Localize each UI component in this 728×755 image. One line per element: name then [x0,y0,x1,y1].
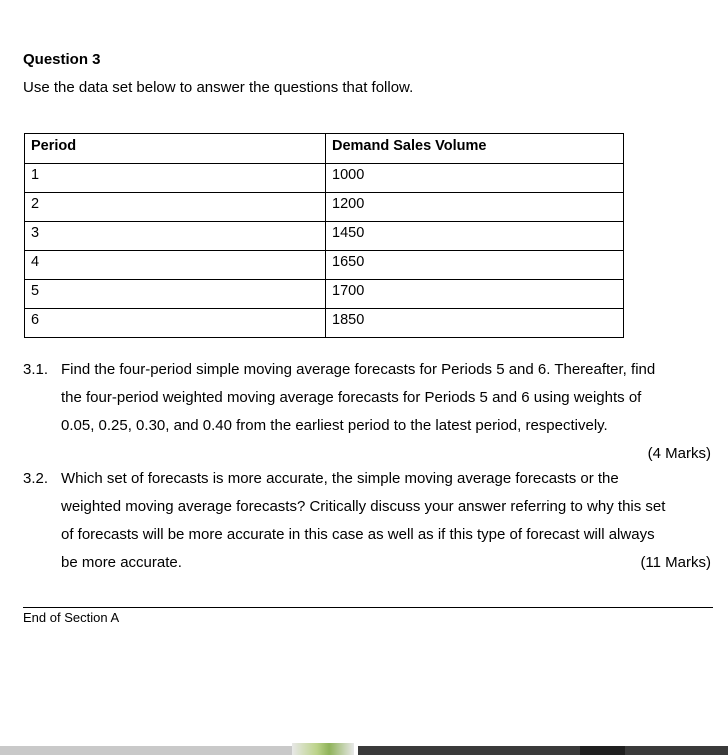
item-line: the four-period weighted moving average forecasts for Periods 5 and 6 using weights of [61,389,642,406]
item-line: be more accurate. [61,554,182,571]
taskbar-segment [580,746,625,755]
item-number: 3.2. [23,470,49,487]
question-item-3-1 [23,356,711,468]
table-row [25,280,624,309]
header-period: Period [25,134,326,164]
item-line: weighted moving average forecasts? Critically discuss your answer referring to why this set [61,498,666,515]
item-body [61,356,711,468]
cell-period: 4 [25,251,326,280]
item-line: Find the four-period simple moving average forecasts for Periods 5 and 6. Thereafter, find [61,361,656,378]
table-row [25,222,624,251]
item-marks: (11 Marks) [640,554,711,571]
item-line: of forecasts will be more accurate in this case as well as if this type of forecast will always [61,526,655,543]
data-table [24,133,624,338]
cell-demand: 1450 [326,222,624,251]
header-demand: Demand Sales Volume [326,134,624,164]
item-last-line [61,549,711,577]
cell-period: 1 [25,164,326,193]
section-divider [23,607,713,608]
table-row [25,251,624,280]
end-of-section-note: End of Section A [23,610,120,625]
table-row [25,164,624,193]
question-intro: Use the data set below to answer the questions that follow. [23,79,414,96]
table-row [25,193,624,222]
cell-period: 5 [25,280,326,309]
item-body [61,465,711,577]
cell-demand: 1850 [326,309,624,338]
cell-period: 2 [25,193,326,222]
table-row [25,309,624,338]
cell-demand: 1700 [326,280,624,309]
cell-demand: 1650 [326,251,624,280]
item-number: 3.1. [23,361,49,378]
item-line: Which set of forecasts is more accurate, the simple moving average forecasts or the [61,470,619,487]
table-header-row [25,134,624,164]
item-marks: (4 Marks) [647,445,711,462]
taskbar-strip [0,743,728,755]
item-line: 0.05, 0.25, 0.30, and 0.40 from the earliest period to the latest period, respectively. [61,417,608,434]
taskbar-thumbnail-icon[interactable] [292,743,354,755]
cell-period: 3 [25,222,326,251]
cell-period: 6 [25,309,326,338]
taskbar-segment [0,746,310,755]
taskbar-segment [358,746,728,755]
question-title: Question 3 [23,51,101,68]
cell-demand: 1200 [326,193,624,222]
cell-demand: 1000 [326,164,624,193]
question-item-3-2 [23,465,711,577]
